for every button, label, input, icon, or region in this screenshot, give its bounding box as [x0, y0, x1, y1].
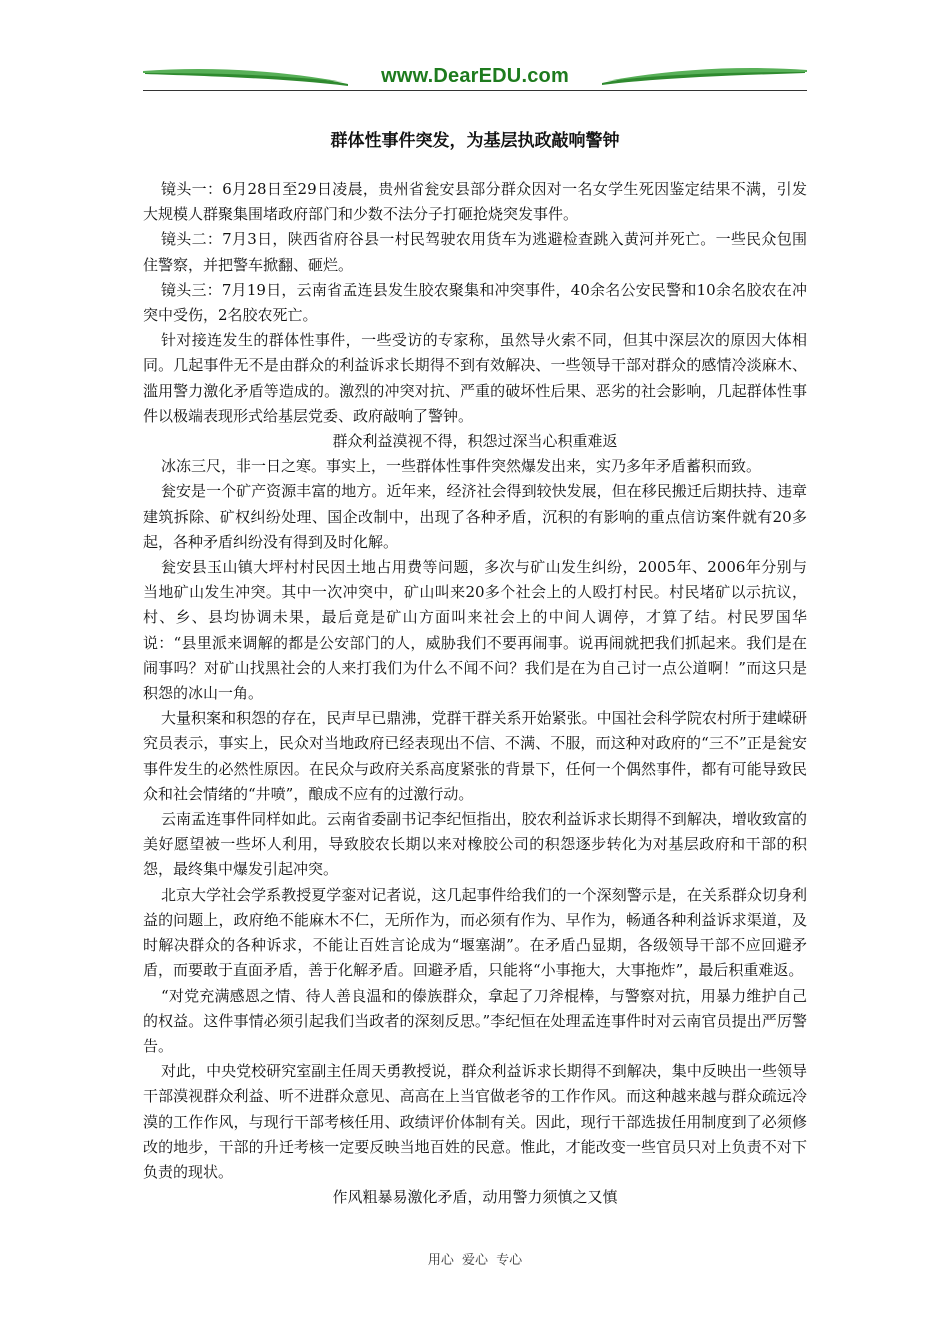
paragraph: 云南孟连事件同样如此。云南省委副书记李纪恒指出，胶农利益诉求长期得不到解决，增收致富的美好愿望被一些坏人利用，导致胶农长期以来对橡胶公司的积怨逐步转化为对基层政府和干部的积怨，最终集中爆发引起冲突。: [143, 810, 807, 879]
section-heading: 作风粗暴易激化矛盾，动用警力须慎之又慎: [332, 1188, 618, 1207]
paragraph: 镜头二：7月3日，陕西省府谷县一村民驾驶农用货车为逃避检查跳入黄河并死亡。一些民众包围住警察，并把警车掀翻、砸烂。: [143, 230, 807, 274]
paragraph: 对此，中央党校研究室副主任周天勇教授说，群众利益诉求长期得不到解决，集中反映出一些领导干部漠视群众利益、听不进群众意见、高高在上当官做老爷的工作作风。而这种越来越与群众疏远冷漠的工作作风，与现行干部考核任用、政绩评价体制有关。因此，现行干部选拔任用制度到了必须修改的地步，干部的升迁考核一定要反映当地百姓的民意。惟此，才能改变一些官员只对上负责不对下负责的现状。: [143, 1062, 807, 1181]
paragraph: “对党充满感恩之情、待人善良温和的傣族群众，拿起了刀斧棍棒，与警察对抗，用暴力维护自己的权益。这件事情必须引起我们当政者的深刻反思。”李纪恒在处理孟连事件时对云南官员提出严厉警告。: [143, 986, 807, 1055]
article-body: [143, 177, 807, 1210]
header-divider: [143, 90, 807, 91]
section-heading: 群众利益漠视不得，积怨过深当心积重难返: [332, 432, 618, 451]
paragraph: 瓮安是一个矿产资源丰富的地方。近年来，经济社会得到较快发展，但在移民搬迁后期扶持、违章建筑拆除、矿权纠纷处理、国企改制中，出现了各种矛盾，沉积的有影响的重点信访案件就有20多起，各种矛盾纠纷没有得到及时化解。: [143, 482, 807, 551]
paragraph: 北京大学社会学系教授夏学銮对记者说，这几起事件给我们的一个深刻警示是，在关系群众切身利益的问题上，政府绝不能麻木不仁，无所作为，而必须有作为、早作为，畅通各种利益诉求渠道，及时解决群众的各种诉求，不能让百姓言论成为“堰塞湖”。在矛盾凸显期，各级领导干部不应回避矛盾，而要敢于直面矛盾，善于化解矛盾。回避矛盾，只能将“小事拖大，大事拖炸”，最后积重难返。: [143, 885, 807, 980]
paragraph: 冰冻三尺，非一日之寒。事实上，一些群体性事件突然爆发出来，实乃多年矛盾蓄积而致。: [161, 457, 762, 476]
article-title: 群体性事件突发，为基层执政敲响警钟: [330, 131, 620, 151]
paragraph: 大量积案和积怨的存在，民声早已鼎沸，党群干群关系开始紧张。中国社会科学院农村所于建嵘研究员表示，事实上，民众对当地政府已经表现出不信、不满、不服，而这种对政府的“三不”正是瓮安事件发生的必然性原因。在民众与政府关系高度紧张的背景下，任何一个偶然事件，都有可能导致民众和社会情绪的“井喷”，酿成不应有的过激行动。: [143, 709, 807, 803]
paragraph: 瓮安县玉山镇大坪村村民因土地占用费等问题，多次与矿山发生纠纷，2005年、2006年分别与当地矿山发生冲突。其中一次冲突中，矿山叫来20多个社会上的人殴打村民。村民堵矿以示抗议，村、乡、县均协调未果，最后竟是矿山方面叫来社会上的中间人调停，才算了结。村民罗国华说：“县里派来调解的都是公安部门的人，威胁我们不要再闹事。说再闹就把我们抓起来。我们是在闹事吗？对矿山找黑社会的人来打我们为什么不闻不问？我们是在为自己讨一点公道啊！”而这只是积怨的冰山一角。: [143, 558, 807, 703]
paragraph: 镜头一：6月28日至29日凌晨，贵州省瓮安县部分群众因对一名女学生死因鉴定结果不满，引发大规模人群聚集围堵政府部门和少数不法分子打砸抢烧突发事件。: [143, 180, 807, 224]
paragraph: 镜头三：7月19日，云南省孟连县发生胶农聚集和冲突事件，40余名公安民警和10余名胶农在冲突中受伤，2名胶农死亡。: [143, 280, 807, 325]
page-footer: 用心 爱心 专心: [427, 1253, 523, 1268]
site-header: [143, 62, 807, 92]
paragraph: 针对接连发生的群体性事件，一些受访的专家称，虽然导火索不同，但其中深层次的原因大体相同。几起事件无不是由群众的利益诉求长期得不到有效解决、一些领导干部对群众的感情冷淡麻木、滥用警力激化矛盾等造成的。激烈的冲突对抗、严重的破坏性后果、恶劣的社会影响，几起群体性事件以极端表现形式给基层党委、政府敲响了警钟。: [143, 331, 807, 425]
site-url-logo: www.DearEDU.com: [381, 65, 569, 87]
